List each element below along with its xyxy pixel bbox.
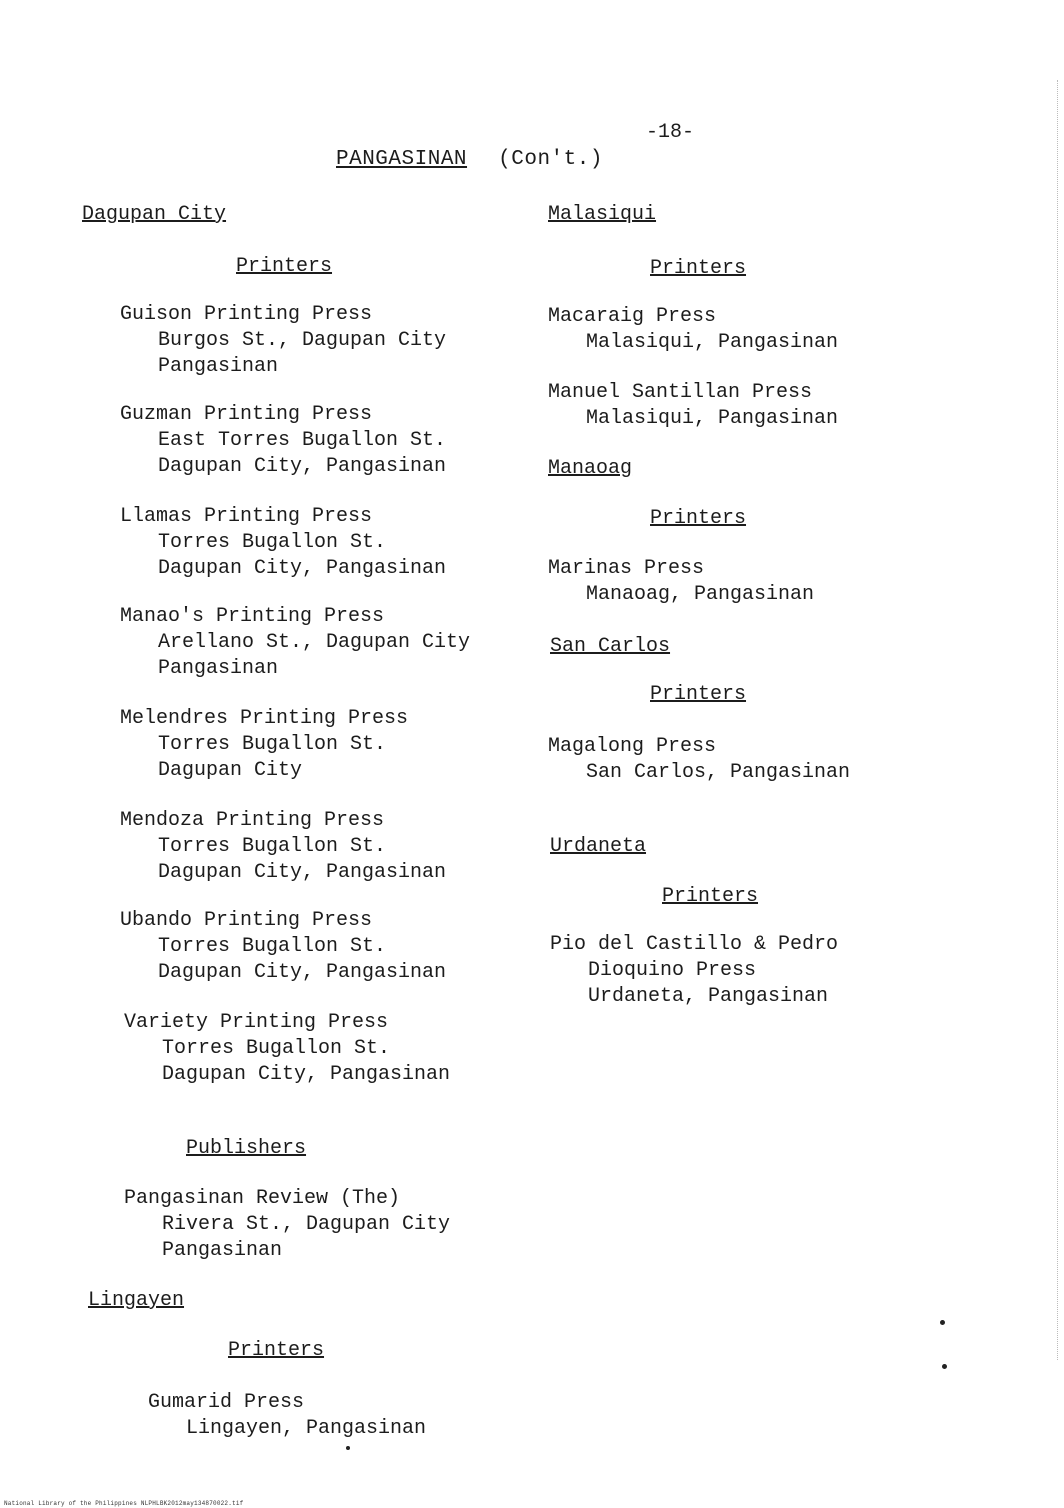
entry-name: Marinas Press bbox=[548, 557, 705, 580]
entry-address: Rivera St., Dagupan City bbox=[162, 1213, 451, 1236]
section-heading-manaoag: Manaoag bbox=[548, 457, 633, 480]
subheading-printers: Printers bbox=[650, 507, 747, 530]
subheading-publishers: Publishers bbox=[186, 1137, 307, 1160]
list-item bbox=[120, 604, 470, 682]
entry-address: Pangasinan bbox=[158, 657, 279, 680]
entry-name: Variety Printing Press bbox=[124, 1011, 389, 1034]
entry-name: Ubando Printing Press bbox=[120, 909, 373, 932]
subheading-printers: Printers bbox=[236, 255, 333, 278]
section-heading-lingayen: Lingayen bbox=[88, 1289, 185, 1312]
list-item bbox=[548, 304, 838, 356]
entry-address: Burgos St., Dagupan City bbox=[158, 329, 447, 352]
list-item bbox=[548, 380, 838, 432]
entry-address: Torres Bugallon St. bbox=[158, 935, 387, 958]
entry-address: Malasiqui, Pangasinan bbox=[586, 407, 839, 430]
entry-address: Pangasinan bbox=[162, 1239, 283, 1262]
entry-address: Lingayen, Pangasinan bbox=[186, 1417, 427, 1440]
page-title bbox=[336, 148, 603, 171]
list-item bbox=[120, 808, 446, 886]
entry-address: Dioquino Press bbox=[588, 959, 757, 982]
entry-address: Pangasinan bbox=[158, 355, 279, 378]
entry-address: Torres Bugallon St. bbox=[158, 531, 387, 554]
list-item bbox=[120, 706, 408, 784]
list-item bbox=[548, 556, 814, 608]
scan-speck bbox=[346, 1446, 350, 1450]
entry-name: Guison Printing Press bbox=[120, 303, 373, 326]
entry-address: Dagupan City, Pangasinan bbox=[158, 557, 447, 580]
entry-address: Dagupan City, Pangasinan bbox=[158, 961, 447, 984]
list-item bbox=[550, 932, 838, 1010]
entry-address: Arellano St., Dagupan City bbox=[158, 631, 471, 654]
entry-name: Guzman Printing Press bbox=[120, 403, 373, 426]
entry-address: Torres Bugallon St. bbox=[162, 1037, 391, 1060]
entry-name: Llamas Printing Press bbox=[120, 505, 373, 528]
subheading-printers: Printers bbox=[662, 885, 759, 908]
entry-address: Urdaneta, Pangasinan bbox=[588, 985, 829, 1008]
entry-name: Macaraig Press bbox=[548, 305, 717, 328]
entry-address: Torres Bugallon St. bbox=[158, 835, 387, 858]
section-heading-urdaneta: Urdaneta bbox=[550, 835, 647, 858]
list-item bbox=[148, 1390, 426, 1442]
entry-address: Dagupan City bbox=[158, 759, 303, 782]
entry-name: Manao's Printing Press bbox=[120, 605, 385, 628]
page-number: -18- bbox=[646, 121, 695, 144]
section-heading-san-carlos: San Carlos bbox=[550, 635, 671, 658]
scan-speck bbox=[940, 1320, 945, 1325]
entry-address: Dagupan City, Pangasinan bbox=[162, 1063, 451, 1086]
section-heading-dagupan: Dagupan City bbox=[82, 203, 227, 226]
list-item bbox=[120, 504, 446, 582]
entry-address: San Carlos, Pangasinan bbox=[586, 761, 851, 784]
entry-address: Torres Bugallon St. bbox=[158, 733, 387, 756]
entry-name: Manuel Santillan Press bbox=[548, 381, 813, 404]
page-title-suffix: (Con't.) bbox=[498, 148, 603, 171]
scan-footer: National Library of the Philippines NLPHLBK2012may134870022.tif bbox=[4, 1500, 244, 1507]
entry-name: Pangasinan Review (The) bbox=[124, 1187, 401, 1210]
scan-edge-line bbox=[1056, 80, 1058, 1360]
entry-name: Mendoza Printing Press bbox=[120, 809, 385, 832]
subheading-printers: Printers bbox=[650, 257, 747, 280]
list-item bbox=[120, 302, 446, 380]
page-title-text: PANGASINAN bbox=[336, 148, 468, 171]
entry-name: Melendres Printing Press bbox=[120, 707, 409, 730]
subheading-printers: Printers bbox=[650, 683, 747, 706]
list-item bbox=[124, 1186, 450, 1264]
entry-address: Malasiqui, Pangasinan bbox=[586, 331, 839, 354]
scan-speck bbox=[942, 1364, 947, 1369]
list-item bbox=[548, 734, 850, 786]
entry-address: Manaoag, Pangasinan bbox=[586, 583, 815, 606]
entry-address: Dagupan City, Pangasinan bbox=[158, 861, 447, 884]
entry-name: Magalong Press bbox=[548, 735, 717, 758]
section-heading-malasiqui: Malasiqui bbox=[548, 203, 657, 226]
list-item bbox=[120, 402, 446, 480]
entry-address: East Torres Bugallon St. bbox=[158, 429, 447, 452]
subheading-printers: Printers bbox=[228, 1339, 325, 1362]
list-item bbox=[124, 1010, 450, 1088]
entry-name: Pio del Castillo & Pedro bbox=[550, 933, 839, 956]
entry-address: Dagupan City, Pangasinan bbox=[158, 455, 447, 478]
entry-name: Gumarid Press bbox=[148, 1391, 305, 1414]
list-item bbox=[120, 908, 446, 986]
